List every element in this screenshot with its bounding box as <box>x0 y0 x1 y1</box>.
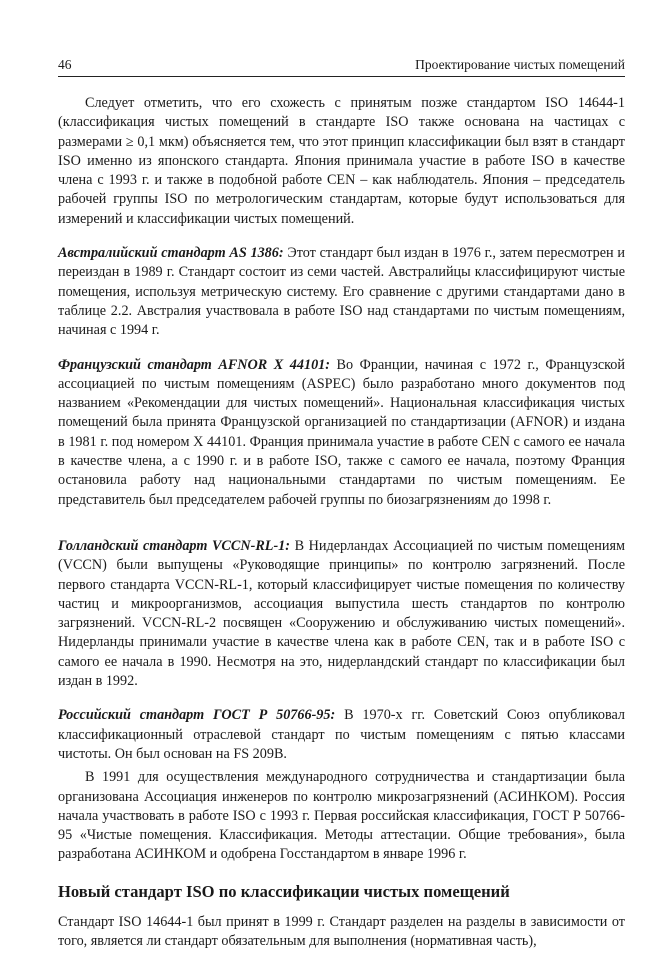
russia-paragraph <box>58 706 625 764</box>
page-number: 46 <box>58 57 72 72</box>
australia-paragraph <box>58 244 625 340</box>
russia-text: В 1970-х гг. Советский Союз опубликовал классификационный отраслевой стандарт по чистым помещениям с пятью классами чистоты. Он был основан на FS 209B. <box>58 707 625 762</box>
russia-lead: Российский стандарт ГОСТ Р 50766-95: <box>58 707 336 724</box>
netherlands-text: В Нидерландах Ассоциацией по чистым помещениям (VCCN) были выпущены «Руководящие принципы» по контролю загрязнений. После первого стандарта VCCN-RL-1, который классифицирует чистые помещения по количеству частиц и микроорганизмов, ассоциация выпустила шесть стандартов по контролю загрязнений. VCCN-RL-2 посвящен «Сооружению и обслуживанию чистых помещений». Нидерланды принимали участие в качестве члена как в работе CEN, так и в работе ISO с самого ее начала в 1990. Несмотря на это, нидерландский стандарт по классификации был издан в 1992. <box>58 537 625 690</box>
body-text <box>58 94 625 951</box>
header-rule <box>58 76 625 77</box>
running-title: Проектирование чистых помещений <box>415 57 625 72</box>
russia-continuation-paragraph: В 1991 для осуществления международного сотрудничества и стандартизации была организована Ассоциация инженеров по контролю микрозагрязнений (АСИНКОМ). Россия начала участвовать в работе ISO с 1993 г. Первая российская классификация, ГОСТ Р 50766-95 «Чистые помещения. Классификация. Методы аттестации. Общие требования», была разработана АСИНКОМ и одобрена Госстандартом в январе 1996 г. <box>58 769 625 863</box>
australia-lead: Австралийский стандарт AS 1386: <box>58 245 284 262</box>
new-standard-paragraph: Стандарт ISO 14644-1 был принят в 1999 г. Стандарт разделен на разделы в зависимости от того, является ли стандарт обязательным для выполнения (нормативная часть), <box>58 913 625 949</box>
page-header <box>58 56 625 74</box>
netherlands-paragraph <box>58 537 625 691</box>
intro-paragraph: Следует отметить, что его схожесть с принятым позже стандартом ISO 14644-1 (классификация чистых помещений в стандарте ISO также основана на частицах с размерами ≥ 0,1 мкм) объясняется тем, что этот принцип классификации был взят в стандарт ISO именно из японского стандарта. Япония принимала участие в работе ISO в качестве члена с 1993 г. и также в подобной работе CEN – как наблюдатель. Япония – председатель рабочей группы ISO по метрологическим стандартам, которые будут использоваться для измерений и классификации чистых помещений. <box>58 95 625 227</box>
section-heading: Новый стандарт ISO по классификации чистых помещений <box>58 881 510 901</box>
france-text: Во Франции, начиная с 1972 г., Французской ассоциацией по чистым помещениям (ASPEC) было разработано много документов под названием «Рекомендации для чистых помещений». Национальная классификация чистых помещений была принята Французской организацией по стандартизации (AFNOR) и издана в 1981 г. под номером X 44101. Франция принимала участие в работе CEN с самого ее начала в качестве члена, а с 1990 г. и в работе ISO, также с самого ее начала, поэтому Франция остановила работу над национальными стандартами по чистым помещениям. Ее представитель был председателем рабочей группы по биозагрязнениям до 1998 г. <box>58 356 625 508</box>
netherlands-lead: Голландский стандарт VCCN-RL-1: <box>58 537 290 554</box>
australia-text: Этот стандарт был издан в 1976 г., затем пересмотрен и переиздан в 1989 г. Стандарт состоит из семи частей. Австралийцы классифицируют чистые помещения, используя метрическую систему. Его сравнение с другими стандартами дано в таблице 2.2. Австралия участвовала в работе ISO над стандартами по чистым помещениям, начиная с 1994 г. <box>58 245 625 339</box>
france-lead: Французский стандарт AFNOR X 44101: <box>58 356 331 373</box>
france-paragraph <box>58 356 625 510</box>
